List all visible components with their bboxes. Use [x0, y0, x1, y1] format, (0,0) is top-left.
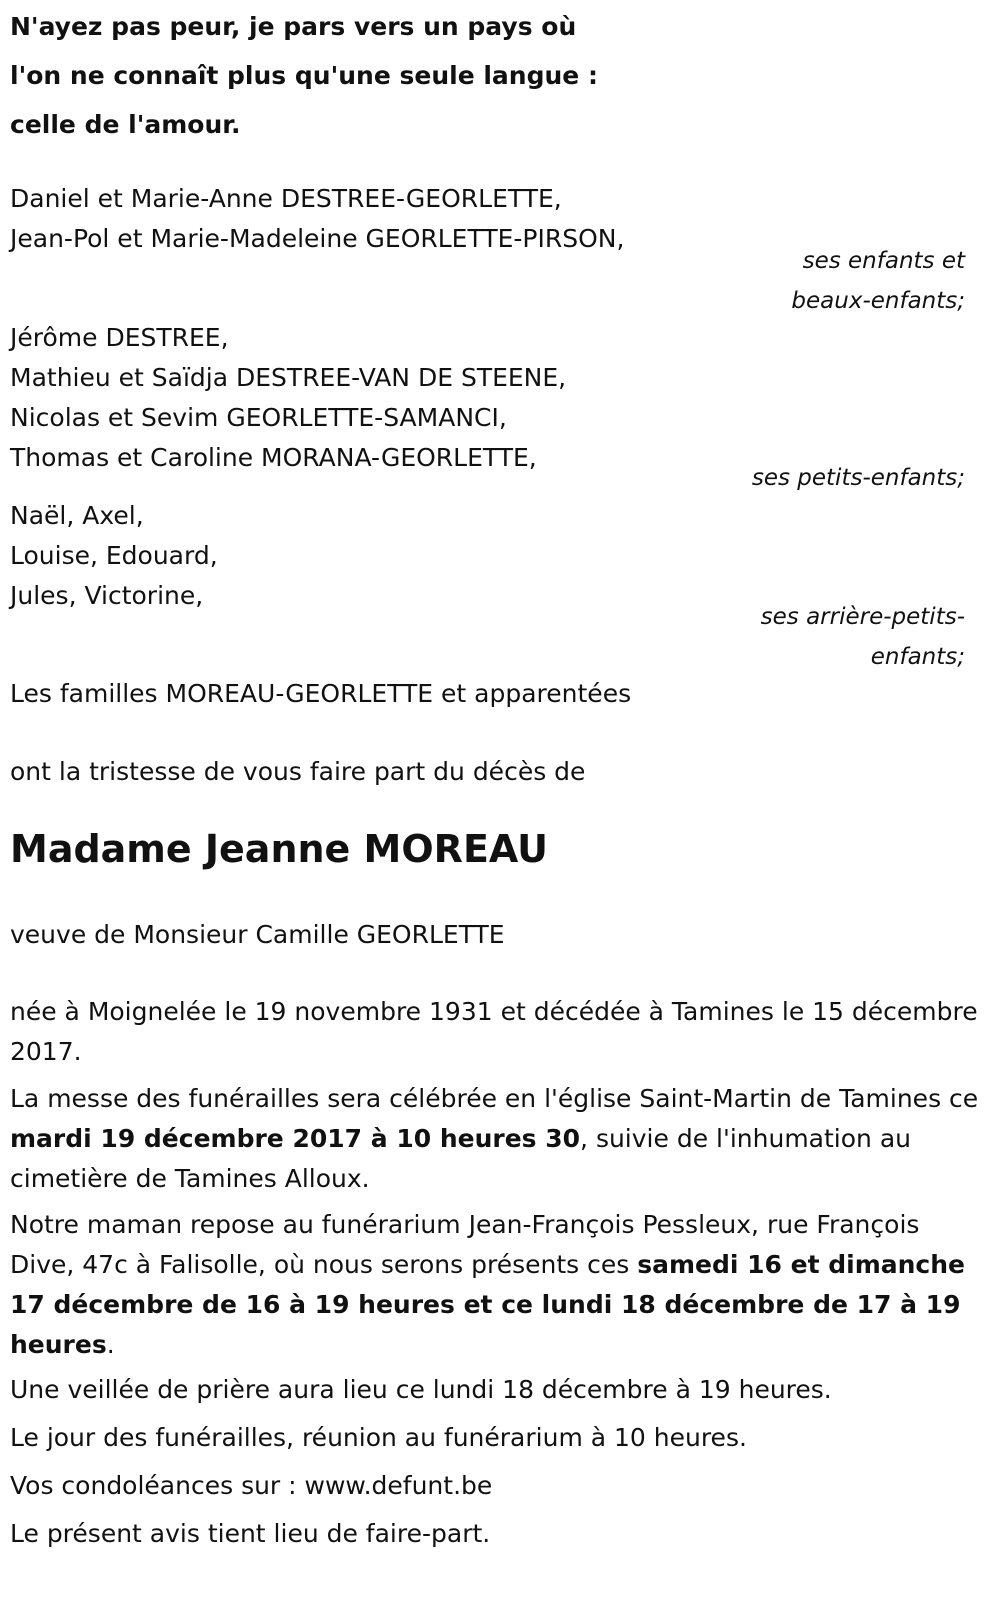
- family-member: Louise, Edouard,: [10, 541, 218, 570]
- family-member: Jean-Pol et Marie-Madeleine GEORLETTE-PIRSON,: [10, 224, 625, 253]
- visitation-hours: samedi 16 et dimanche 17 décembre de 16 à 19 heures et ce lundi 18 décembre de 17 à 19 heures: [10, 1250, 966, 1359]
- deceased-name: Madame Jeanne MOREAU: [10, 827, 548, 871]
- condolences-line: Vos condoléances sur : www.defunt.be: [10, 1471, 493, 1500]
- great-grandchildren-names: [10, 496, 218, 616]
- families-line: Les familles MOREAU-GEORLETTE et apparentées: [10, 679, 632, 708]
- great-grandchildren-relation: [761, 597, 965, 677]
- relation-line: ses petits-enfants;: [751, 465, 965, 491]
- funeral-mass-paragraph: [10, 1079, 985, 1199]
- announcement-line: ont la tristesse de vous faire part du décès de: [10, 757, 586, 786]
- birth-death-paragraph: née à Moignelée le 19 novembre 1931 et décédée à Tamines le 15 décembre 2017.: [10, 997, 978, 1066]
- grandchildren-names: [10, 318, 566, 478]
- visitation-text-end: .: [106, 1330, 115, 1359]
- family-member: Jules, Victorine,: [10, 581, 204, 610]
- quote-line: celle de l'amour.: [10, 110, 241, 139]
- relation-line: ses enfants et: [802, 248, 965, 274]
- vigil-line: Une veillée de prière aura lieu ce lundi 18 décembre à 19 heures.: [10, 1375, 832, 1404]
- relation-line: beaux-enfants;: [791, 288, 965, 314]
- quote-line: l'on ne connaît plus qu'une seule langue :: [10, 61, 598, 90]
- children-names: [10, 179, 624, 259]
- mass-date: mardi 19 décembre 2017 à 10 heures 30: [10, 1124, 581, 1153]
- family-member: Nicolas et Sevim GEORLETTE-SAMANCI,: [10, 403, 507, 432]
- family-member: Mathieu et Saïdja DESTREE-VAN DE STEENE,: [10, 363, 567, 392]
- family-member: Daniel et Marie-Anne DESTREE-GEORLETTE,: [10, 184, 562, 213]
- widow-of-line: veuve de Monsieur Camille GEORLETTE: [10, 920, 505, 949]
- family-member: Jérôme DESTREE,: [10, 323, 229, 352]
- family-member: Naël, Axel,: [10, 501, 144, 530]
- grandchildren-relation: [752, 458, 965, 498]
- relation-line: ses arrière-petits-: [760, 604, 965, 630]
- mass-text-end: , suivie de l'inhumation au cimetière de Tamines Alloux.: [10, 1124, 911, 1193]
- children-relation: [791, 241, 965, 321]
- opening-quote: [10, 2, 598, 149]
- meeting-line: Le jour des funérailles, réunion au funérarium à 10 heures.: [10, 1423, 747, 1452]
- mass-text: La messe des funérailles sera célébrée en l'église Saint-Martin de Tamines ce: [10, 1084, 979, 1113]
- relation-line: enfants;: [870, 644, 965, 670]
- family-member: Thomas et Caroline MORANA-GEORLETTE,: [10, 443, 537, 472]
- visitation-paragraph: [10, 1205, 985, 1365]
- visitation-text: Notre maman repose au funérarium Jean-François Pessleux, rue François Dive, 47c à Falisolle, où nous serons présents ces: [10, 1210, 920, 1279]
- quote-line: N'ayez pas peur, je pars vers un pays où: [10, 12, 577, 41]
- notice-line: Le présent avis tient lieu de faire-part.: [10, 1519, 491, 1548]
